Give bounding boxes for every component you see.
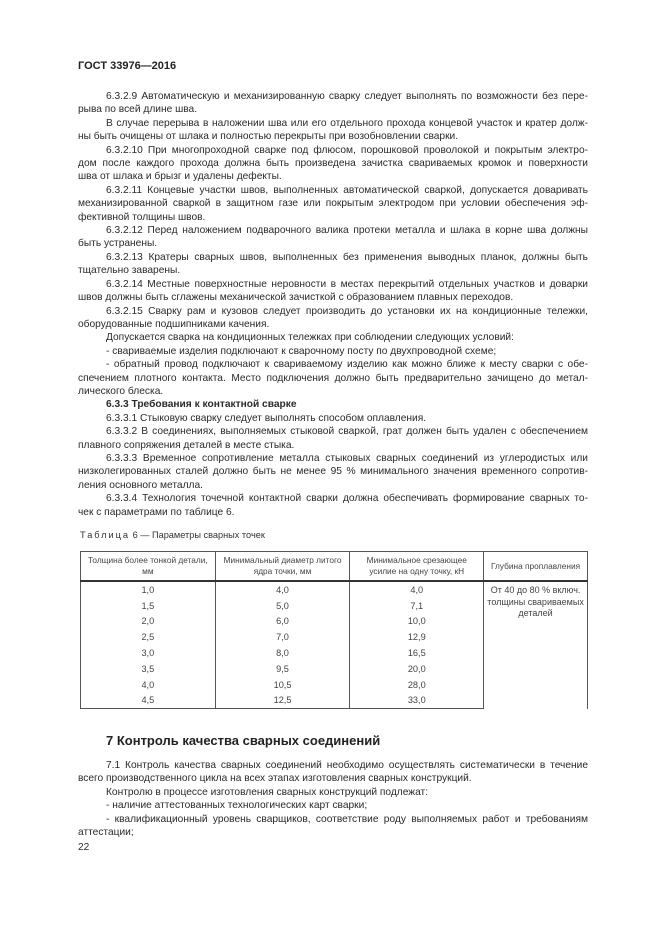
table-cell: 10,5 <box>215 677 350 693</box>
header-shear-force: Минимальное срезающее усилие на одну точку, кН <box>350 552 484 582</box>
text-line: низколегированных сталей должно быть не менее 95 % минимального значения временного сопротив- <box>78 466 588 478</box>
text-line: ны быть очищены от шлака и полностью перекрыты при возобновлении сварки. <box>78 131 459 143</box>
text-line: тщательно заварены. <box>78 265 181 277</box>
text-line: 6.3.3.4 Технология точечной контактной сварки должна обеспечивать формирование сварных то- <box>106 493 588 505</box>
table-cell: 6,0 <box>215 614 350 630</box>
text-line: 6.3.2.13 Кратеры сварных швов, выполненных без применения выводных планок, должны быть <box>106 251 588 263</box>
welding-points-table <box>80 551 588 709</box>
table-cell: 2,5 <box>81 629 216 645</box>
table-cell: 8,0 <box>215 645 350 661</box>
text-line: 6.3.2.11 Концевые участки швов, выполненных автоматической сваркой, допускается доваривать <box>106 184 588 196</box>
table-cell: 33,0 <box>350 693 484 709</box>
table-cell: 12,5 <box>215 693 350 709</box>
text-line: рыва по всей длине шва. <box>78 104 198 116</box>
text-line: шва от шлака и брызг и удалены дефекты. <box>78 171 282 183</box>
table-caption-label: Таблица <box>80 530 131 540</box>
text-line: 6.3.3.1 Стыковую сварку следует выполнять способом оплавления. <box>106 412 427 424</box>
subsection-heading: 6.3.3 Требования к контактной сварке <box>106 399 297 411</box>
table-cell: 7,0 <box>215 629 350 645</box>
text-line: ления основного металла. <box>78 479 203 491</box>
text-line: - квалификационный уровень сварщиков, соответствие роду выполняемых работ и требованиям <box>106 813 588 825</box>
text-line: аттестации; <box>78 827 134 839</box>
text-line: оборудованные подшипниками качения. <box>78 318 270 330</box>
table-caption-title: 6 — Параметры сварных точек <box>130 530 265 540</box>
document-header: ГОСТ 33976—2016 <box>78 60 177 72</box>
table-cell: 2,0 <box>81 614 216 630</box>
depth-cell: От 40 до 80 % включ. толщины свариваемых деталей <box>484 581 588 709</box>
text-line: 6.3.2.14 Местные поверхностные неровности в местах перекрытий отдельных участков и доварки <box>106 278 588 290</box>
text-line: 6.3.2.15 Сварку рам и кузовов следует производить до установки их на кондиционные тележки, <box>106 305 588 317</box>
text-line: чек с параметрами по таблице 6. <box>78 506 235 518</box>
table-cell: 4,0 <box>81 677 216 693</box>
text-line: фективной толщины швов. <box>78 211 206 223</box>
table-caption <box>80 530 265 540</box>
table-cell: 5,0 <box>215 598 350 614</box>
section-heading: 7 Контроль качества сварных соединений <box>106 733 381 748</box>
text-line: Контролю в процессе изготовления сварных конструкций подлежат: <box>106 786 429 798</box>
header-diameter: Минимальный диаметр литого ядра точки, мм <box>215 552 350 582</box>
text-line: дом после каждого прохода должна быть произведена зачистка свариваемых кромок и поверхности <box>78 158 588 170</box>
text-line: плавного сопряжения деталей в месте стыка. <box>78 439 295 451</box>
table-cell: 3,5 <box>81 661 216 677</box>
text-line: спечением плотного контакта. Место подключения должно быть предварительно зачищено до метал- <box>78 372 588 384</box>
table-cell: 3,0 <box>81 645 216 661</box>
text-line: механизированной сваркой в защитном газе или покрытым электродом при условии обеспечения эф- <box>78 198 588 210</box>
text-line: В случае перерыва в наложении шва или его отдельного прохода концевой участок и кратер долж- <box>106 117 588 129</box>
text-line: 6.3.2.12 Перед наложением подварочного валика протеки металла и шлака в корне шва должны <box>106 225 588 237</box>
section-body-text <box>78 759 588 839</box>
text-line: 6.3.2.10 При многопроходной сварке под флюсом, порошковой проволокой и покрытым электро- <box>106 144 588 156</box>
table-cell: 7,1 <box>350 598 484 614</box>
text-line: швов должны быть сглажены механической зачисткой с образованием плавных переходов. <box>78 292 514 304</box>
table-cell: 4,0 <box>215 581 350 598</box>
text-line: быть устранены. <box>78 238 158 250</box>
table-cell: 12,9 <box>350 629 484 645</box>
text-line: 6.3.2.9 Автоматическую и механизированную сварку следует выполнять по возможности без пере- <box>106 91 588 102</box>
header-depth: Глубина проплавления <box>484 552 588 582</box>
text-line: - свариваемые изделия подключают к сварочному посту по двухпроводной схеме; <box>106 345 497 357</box>
table-cell: 10,0 <box>350 614 484 630</box>
text-line: Допускается сварка на кондиционных тележках при соблюдении следующих условий: <box>106 332 514 344</box>
text-line: 6.3.3.3 Временное сопротивление металла стыковых сварных соединений из углеродистых или <box>106 452 588 464</box>
text-line: - наличие аттестованных технологических карт сварки; <box>106 800 368 812</box>
table-cell: 28,0 <box>350 677 484 693</box>
text-line: лического блеска. <box>78 385 164 397</box>
text-line: 7.1 Контроль качества сварных соединений необходимо осуществлять систематически в течение <box>106 760 588 771</box>
table-row <box>81 581 588 598</box>
table-cell: 1,5 <box>81 598 216 614</box>
body-text <box>78 90 588 519</box>
header-thickness: Толщина более тонкой детали, мм <box>81 552 216 582</box>
table-cell: 4,5 <box>81 693 216 709</box>
table-cell: 20,0 <box>350 661 484 677</box>
text-line: 6.3.3.2 В соединениях, выполняемых стыковой сваркой, грат должен быть удален с обеспечением <box>106 426 588 438</box>
table-cell: 4,0 <box>350 581 484 598</box>
table-cell: 1,0 <box>81 581 216 598</box>
text-line: всего производственного цикла на всех этапах изготовления сварных конструкций. <box>78 773 472 785</box>
table-cell: 9,5 <box>215 661 350 677</box>
text-line: - обратный провод подключают к свариваемому изделию как можно ближе к месту сварки с обе- <box>106 359 588 371</box>
page-number: 22 <box>78 842 90 853</box>
table-cell: 16,5 <box>350 645 484 661</box>
